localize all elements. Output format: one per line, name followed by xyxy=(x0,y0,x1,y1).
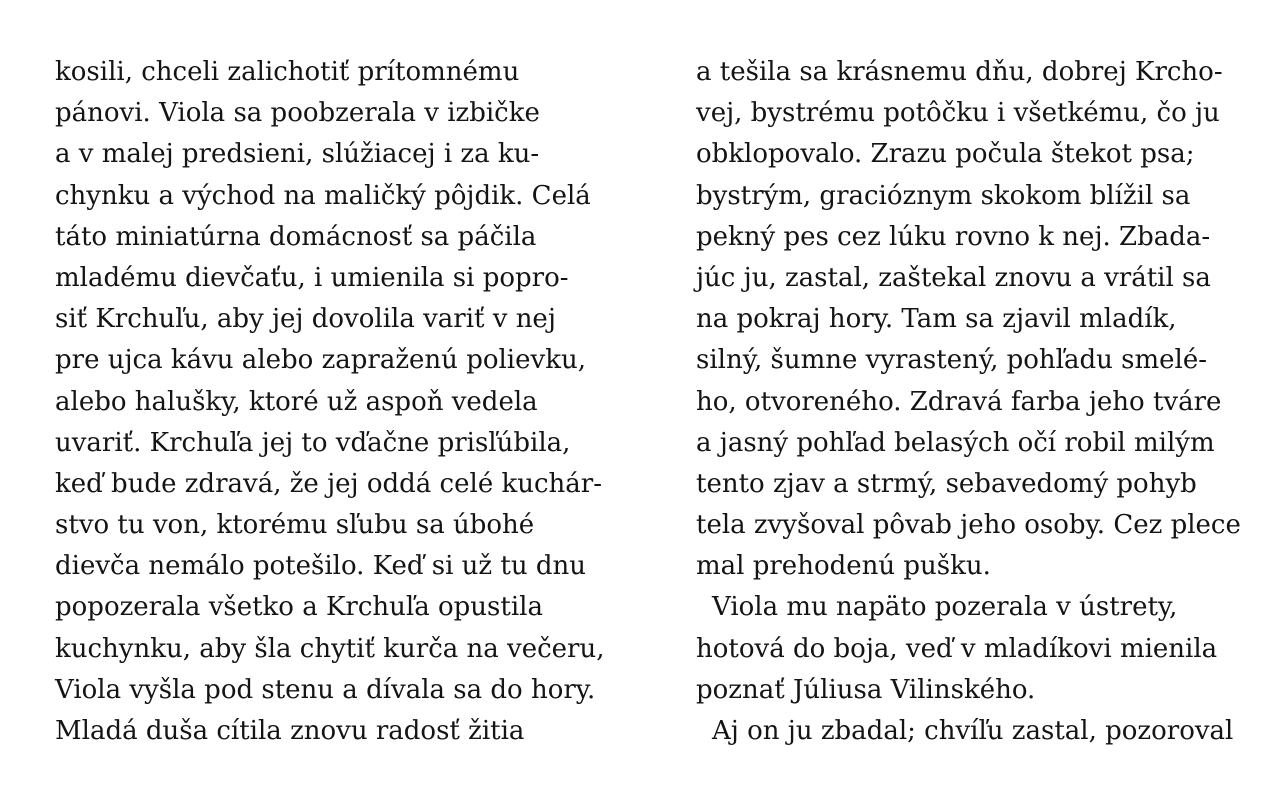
text-line: mladému dievčaťu, i umienila si popro- xyxy=(55,262,569,293)
text-line: obklopovalo. Zrazu počula štekot psa; xyxy=(696,139,1195,170)
text-line: Aj on ju zbadal; chvíľu zastal, pozoroval xyxy=(712,716,1234,746)
text-line: ho, otvoreného. Zdravá farba jeho tváre xyxy=(696,386,1222,417)
text-line: siť Krchuľu, aby jej dovolila variť v nej xyxy=(55,304,556,335)
text-line: poznať Júliusa Vilinského. xyxy=(696,674,1036,705)
text-line: táto miniatúrna domácnosť sa páčila xyxy=(55,221,537,252)
text-line: keď bude zdravá, že jej oddá celé kuchár- xyxy=(55,468,602,499)
text-line: tela zvyšoval pôvab jeho osoby. Cez plece xyxy=(696,510,1241,541)
text-line: vej, bystrému potôčku i všetkému, čo ju xyxy=(696,98,1220,129)
text-line: Viola mu napäto pozerala v ústrety, xyxy=(712,592,1178,623)
text-line: bystrým, gracióznym skokom blížil sa xyxy=(696,180,1191,211)
text-line: dievča nemálo potešilo. Keď si už tu dnu xyxy=(55,551,586,582)
left-text-column xyxy=(55,52,615,752)
text-line: Viola vyšla pod stenu a dívala sa do hory. xyxy=(55,674,596,705)
text-line: tento zjav a strmý, sebavedomý pohyb xyxy=(696,468,1197,499)
text-line: júc ju, zastal, zaštekal znovu a vrátil sa xyxy=(696,262,1211,293)
text-line: mal prehodenú pušku. xyxy=(696,551,991,582)
text-line: uvariť. Krchuľa jej to vďačne prisľúbila, xyxy=(55,427,571,458)
text-line: popozerala všetko a Krchuľa opustila xyxy=(55,592,543,623)
text-line: alebo halušky, ktoré už aspoň vedela xyxy=(55,386,538,417)
text-line: a tešila sa krásnemu dňu, dobrej Krcho- xyxy=(696,57,1223,87)
text-line: Mladá duša cítila znovu radosť žitia xyxy=(55,716,525,746)
text-line: a jasný pohľad belasých očí robil milým xyxy=(696,427,1215,458)
right-text-column xyxy=(696,52,1256,752)
text-line: kosili, chceli zalichotiť prítomnému xyxy=(55,57,520,87)
text-line: na pokraj hory. Tam sa zjavil mladík, xyxy=(696,304,1177,335)
text-line: silný, šumne vyrastený, pohľadu smelé- xyxy=(696,345,1207,376)
text-line: pekný pes cez lúku rovno k nej. Zbada- xyxy=(696,221,1211,252)
text-line: hotová do boja, veď v mladíkovi mienila xyxy=(696,633,1218,664)
text-line: chynku a východ na maličký pôjdik. Celá xyxy=(55,180,591,211)
text-line: pánovi. Viola sa poobzerala v izbičke xyxy=(55,98,540,129)
text-line: pre ujca kávu alebo zapraženú polievku, xyxy=(55,345,586,376)
text-line: a v malej predsieni, slúžiacej i za ku- xyxy=(55,139,540,170)
text-line: stvo tu von, ktorému sľubu sa úbohé xyxy=(55,510,535,541)
text-line: kuchynku, aby šla chytiť kurča na večeru, xyxy=(55,633,605,664)
